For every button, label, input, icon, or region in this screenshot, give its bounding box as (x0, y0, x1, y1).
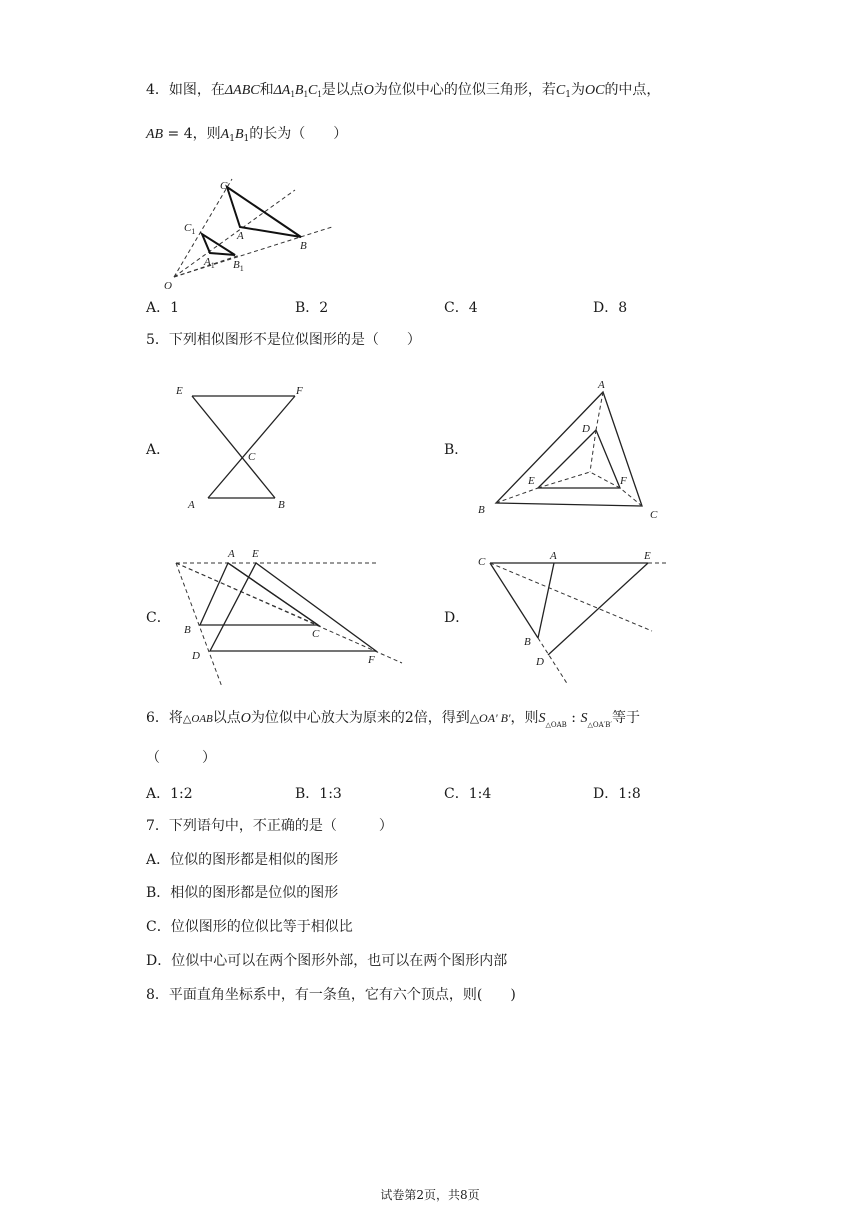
q4-option-c: C．4 (444, 300, 478, 316)
svg-text:B: B (478, 504, 485, 516)
q6-paren: （ ） (146, 750, 216, 766)
label-A: A (237, 230, 244, 242)
svg-text:A: A (188, 499, 195, 511)
q8-stem: 8．平面直角坐标系中，有一条鱼，它有六个顶点，则( ) (146, 987, 516, 1003)
svg-text:F: F (296, 385, 303, 397)
svg-text:A: A (598, 379, 605, 391)
svg-text:C: C (478, 556, 486, 568)
q6-option-a: A．1:2 (146, 786, 193, 802)
q5-figure-d (470, 545, 680, 690)
q5-figure-b (470, 370, 670, 530)
svg-text:D: D (582, 423, 590, 435)
q4-option-b: B．2 (295, 300, 329, 316)
q5-option-b-label: B． (444, 442, 469, 458)
q5-option-a-label: A． (146, 442, 171, 458)
svg-text:C: C (312, 628, 320, 640)
q4-stem-line1: 4．如图，在ΔABC和$\Delta A_1B_1C_1$是以点O为位似中心的位似三角形，若$C_1$为OC的中点， (146, 82, 661, 100)
svg-text:D: D (192, 650, 200, 662)
svg-text:E: E (252, 548, 259, 560)
svg-text:E: E (176, 385, 183, 397)
svg-text:F: F (620, 475, 627, 487)
svg-text:E: E (644, 550, 651, 562)
q7-option-d: D．位似中心可以在两个图形外部，也可以在两个图形内部 (146, 953, 508, 969)
q5-figure-a (170, 380, 310, 520)
label-O: O (164, 280, 172, 292)
q5-stem: 5．下列相似图形不是位似图形的是（ ） (146, 332, 421, 348)
svg-text:A: A (550, 550, 557, 562)
svg-text:B: B (278, 499, 285, 511)
label-C1: $C_1$ (184, 222, 196, 236)
label-A1: $A_1$ (204, 256, 215, 270)
svg-text:D: D (536, 656, 544, 668)
svg-text:B: B (184, 624, 191, 636)
q7-option-c: C．位似图形的位似比等于相似比 (146, 919, 353, 935)
q6-option-d: D．1:8 (593, 786, 641, 802)
label-C: C (220, 180, 228, 192)
q5-figure-c (170, 545, 410, 695)
svg-text:F: F (368, 654, 375, 666)
q5-option-c-label: C． (146, 610, 171, 626)
label-B1: $B_1$ (233, 259, 244, 273)
q4-figure (160, 175, 350, 295)
page-footer: 试卷第2页，共8页 (380, 1188, 480, 1202)
q4-option-a: A．1 (146, 300, 180, 316)
q4-option-d: D．8 (593, 300, 628, 316)
q6-option-b: B．1:3 (295, 786, 342, 802)
svg-text:C: C (248, 451, 256, 463)
svg-text:B: B (524, 636, 531, 648)
q7-option-b: B．相似的图形都是位似的图形 (146, 885, 339, 901)
label-B: B (300, 240, 307, 252)
svg-text:C: C (650, 509, 658, 521)
q7-option-a: A．位似的图形都是相似的图形 (146, 852, 339, 868)
q4-stem-line2: AB = 4，则$A_1B_1$的长为（ ） (146, 126, 348, 144)
q6-stem-line1: 6．将△OAB以点O为位似中心放大为原来的2倍，得到△OA' B'，则$S_{\triangle OAB}$ : $S_{\triangle OA'B'}$等于 (146, 710, 640, 729)
svg-text:E: E (528, 475, 535, 487)
q5-option-d-label: D． (444, 610, 470, 626)
q6-option-c: C．1:4 (444, 786, 492, 802)
q7-stem: 7．下列语句中，不正确的是（ ） (146, 818, 393, 834)
svg-text:A: A (228, 548, 235, 560)
